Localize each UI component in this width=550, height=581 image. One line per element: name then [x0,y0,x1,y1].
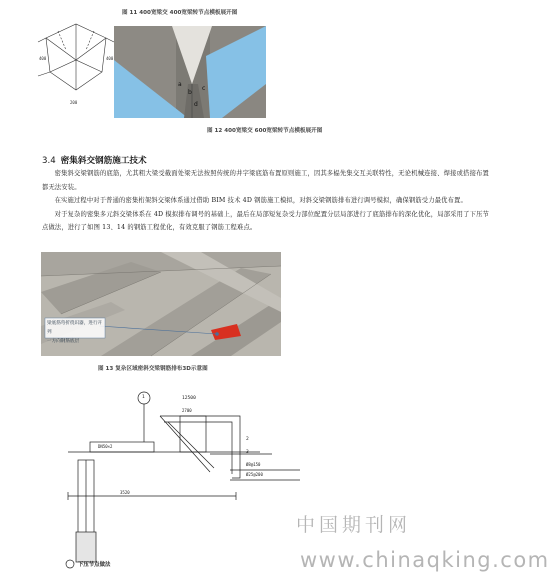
drawing-elevation: 12500 [182,396,196,401]
body-text [42,167,489,235]
callout-line-2: 一方向钢筋底层 [47,339,80,344]
figure-12-caption: 图 12 400宽梁交 600宽梁转节点模板展开图 [207,128,323,134]
figure-12-render [114,26,266,118]
drawing-mark-2: 2 [246,437,249,442]
paragraph-1: 密集斜交梁钢筋的底筋，尤其粗大梁受截面处梁无法按照传统的井字梁底筋布置原则施工，因其多榀先集交互关联特性，无论机械连接、焊接或搭接布置都无法安装。 [42,170,489,191]
figure-13-caption: 图 13 复杂区域密斜交梁钢筋排布3D示意图 [98,366,208,372]
svg-text:b: b [188,89,192,96]
svg-text:d: d [194,101,198,108]
svg-text:3520: 3520 [120,490,130,495]
figure-14-drawing [60,382,308,574]
svg-text:2700: 2700 [182,408,192,413]
svg-text:c: c [202,85,206,92]
drawing-mark-3: 3 [246,450,249,455]
figure-11-caption: 图 11 400宽梁交 400宽梁转节点模板展开图 [122,10,238,16]
svg-text:Ø8@150: Ø8@150 [246,462,261,467]
watermark-url[interactable]: www.chinaqking.com [300,548,550,572]
figure-11-drawing [36,20,118,120]
watermark-chinese: 中国期刊网 [296,514,412,536]
figure-14-detail-label: 下压节点做法 [78,562,111,568]
section-number: 3.4 [42,156,56,166]
section-heading [42,154,147,166]
drawing-axis-1: 1 [142,395,145,400]
svg-text:a: a [178,81,182,88]
section-title: 密集斜交钢筋施工技术 [60,156,147,166]
svg-text:Ø25@200: Ø25@200 [246,472,263,477]
svg-text:400: 400 [106,56,114,61]
svg-text:DN50×2: DN50×2 [98,444,113,449]
svg-text:400: 400 [39,56,47,61]
paragraph-3: 对于复杂的密集多元斜交梁体系在 4D 模拟排布调号的基础上，最后在局部短复杂受力部位配置分层局部进行了底筋排布的深化优化，局部采用了下压节点做法，进行了如图 13、14 的钢筋工程优化，有效克服了钢筋工程难点。 [42,210,489,232]
svg-text:200: 200 [70,100,78,105]
paragraph-2: 在实施过程中对于普通的密集桁架斜交梁体系通过借助 BIM 技术 4D 钢筋施工模拟，对斜交梁钢筋排布进行调号模拟，确保钢筋受力最优布置。 [54,197,467,205]
callout-line-1: 梁底筋弯折绕识器，进行开列 [47,321,103,335]
figure-13-callout [47,319,105,346]
